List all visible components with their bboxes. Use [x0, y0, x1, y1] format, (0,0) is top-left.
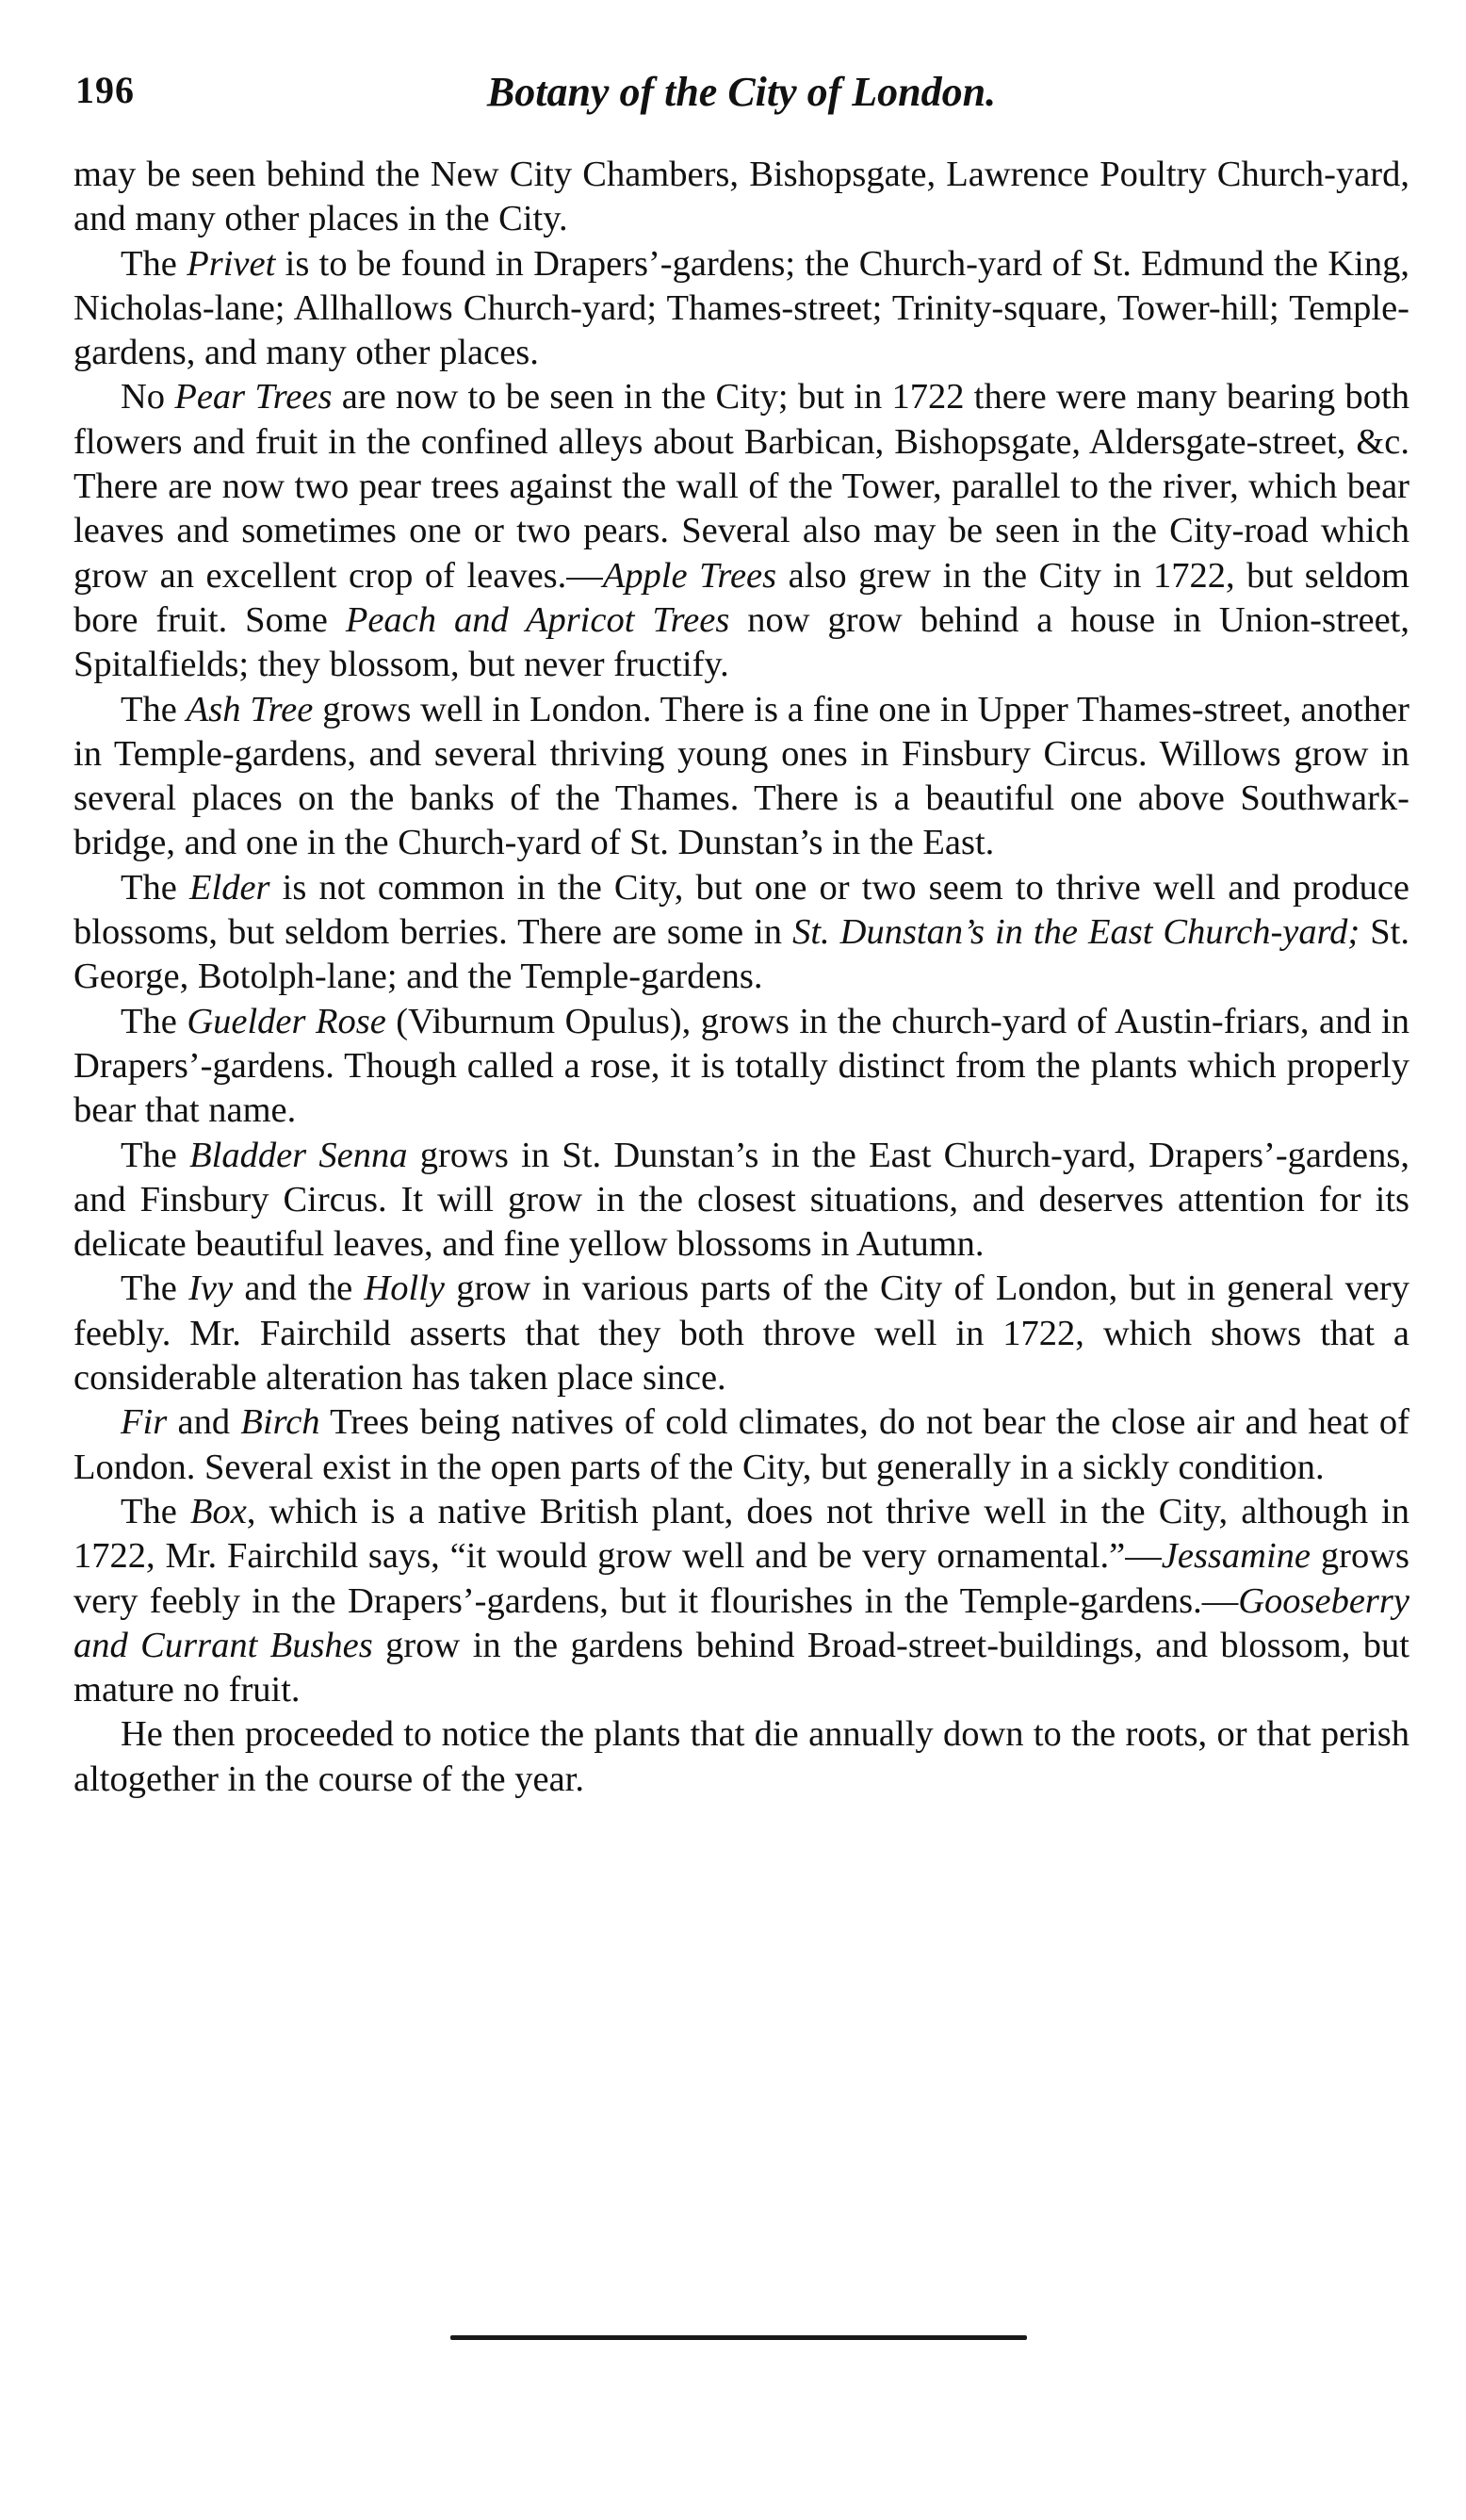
italic-term: St. Dunstan’s in the East Church-yard; [792, 912, 1360, 953]
text-run: grows well in London. There is a fine one in Upper Thames-street, another in Temple-gardens, and several thriving young ones in Finsbury Circus. Willows grow in several places on the banks of the Thames. There is a beautiful one above Southwark-bridge, and one in the Church-yard of St. Dunstan’s in the East. [73, 689, 1410, 863]
body-text [73, 153, 1409, 1802]
text-run: The [121, 1001, 187, 1041]
italic-term: Bladder Senna [189, 1135, 408, 1175]
text-run: grows very feebly in the Drapers’-gardens, but it flourishes in the Temple-gardens.— [73, 1536, 1409, 1621]
text-run: are now to be seen in the City; but in 1722 there were many bearing both flowers and fruit in the confined alleys about Barbican, Bishopsgate, Aldersgate-street, &c. There are now two pear trees against the wall of the Tower, parallel to the river, which bear leaves and sometimes one or two pears. Several also may be seen in the City-road which grow an excellent crop of leaves.— [73, 377, 1409, 596]
paragraph [73, 1490, 1409, 1712]
paragraph [73, 1267, 1409, 1400]
text-run: grow in various parts of the City of London, but in general very feebly. Mr. Fairchild asserts that they both throve well in 1722, which shows that a considerable alteration has taken place since. [73, 1268, 1409, 1399]
italic-term: Privet [187, 243, 276, 284]
section-divider-rule [450, 2335, 1027, 2340]
text-run: grows in St. Dunstan’s in the East Church-yard, Drapers’-gardens, and Finsbury Circus. It will grow in the closest situations, and deserves attention for its delicate beautiful leaves, and fine yellow blossoms in Autumn. [73, 1135, 1409, 1265]
paragraph [73, 1000, 1409, 1134]
text-run: (Viburnum Opulus), grows in the church-yard of Austin-friars, and in Drapers’-gardens. Though called a rose, it is totally distinct from the plants which properly bear that name. [73, 1001, 1410, 1131]
italic-term: Guelder Rose [187, 1001, 386, 1041]
italic-term: Fir [121, 1402, 168, 1443]
text-run: He then proceeded to notice the plants that die annually down to the roots, or that perish altogether in the course of the year. [73, 1714, 1409, 1799]
text-run: may be seen behind the New City Chambers, Bishopsgate, Lawrence Poultry Church-yard, and many other places in the City. [73, 155, 1409, 239]
paragraph [73, 1134, 1409, 1268]
text-run: is not common in the City, but one or two seem to thrive well and produce blossoms, but seldom berries. There are some in [73, 867, 1409, 953]
italic-term: Birch [240, 1402, 320, 1443]
italic-term: Elder [189, 867, 270, 908]
text-run: grow in the gardens behind Broad-street-buildings, and blossom, but mature no fruit. [73, 1625, 1409, 1710]
italic-term: Box [189, 1491, 247, 1531]
paragraph [73, 688, 1409, 866]
text-run: also grew in the City in 1722, but seldom bore fruit. Some [73, 555, 1410, 640]
text-run: The [121, 243, 187, 284]
paragraph [73, 866, 1409, 1000]
text-run: Trees being natives of cold climates, do not bear the close air and heat of London. Several exist in the open parts of the City, but generally in a sickly condition. [73, 1402, 1409, 1487]
italic-term: Holly [364, 1268, 445, 1309]
italic-term: Pear Trees [174, 377, 333, 417]
text-run: The [121, 1135, 190, 1175]
italic-term: Ivy [188, 1268, 234, 1309]
paragraph [73, 242, 1409, 376]
italic-term: Jessamine [1161, 1536, 1311, 1577]
italic-term: Peach and Apricot Trees [345, 599, 730, 640]
paragraph [73, 375, 1409, 687]
italic-term: Ash Tree [186, 689, 314, 729]
text-run: St. George, Botolph-lane; and the Temple-gardens. [73, 912, 1410, 997]
text-run: The [121, 1268, 189, 1309]
paragraph [73, 1400, 1409, 1490]
text-run: is to be found in Drapers’-gardens; the Church-yard of St. Edmund the King, Nicholas-lane; Allhallows Church-yard; Thames-street; Trinity-square, Tower-hill; Temple-gardens, and many other places. [73, 243, 1410, 373]
paragraph [73, 153, 1409, 242]
text-run: now grow behind a house in Union-street, Spitalfields; they blossom, but never fructify. [73, 599, 1410, 685]
running-title: Botany of the City of London. [486, 69, 997, 115]
page-header [73, 68, 1409, 128]
text-run: and the [233, 1268, 365, 1309]
text-run: and [167, 1402, 241, 1443]
text-run: The [121, 1491, 190, 1531]
text-run: No [121, 377, 175, 417]
italic-term: Gooseberry and Currant Bushes [73, 1580, 1409, 1665]
page-number: 196 [75, 69, 135, 111]
text-run: The [121, 867, 189, 908]
italic-term: Apple Trees [602, 555, 777, 596]
text-run: , which is a native British plant, does not thrive well in the City, although in 1722, Mr. Fairchild says, “it would grow well and be very ornamental.”— [73, 1491, 1409, 1577]
text-run: The [121, 689, 187, 729]
paragraph [73, 1712, 1409, 1802]
